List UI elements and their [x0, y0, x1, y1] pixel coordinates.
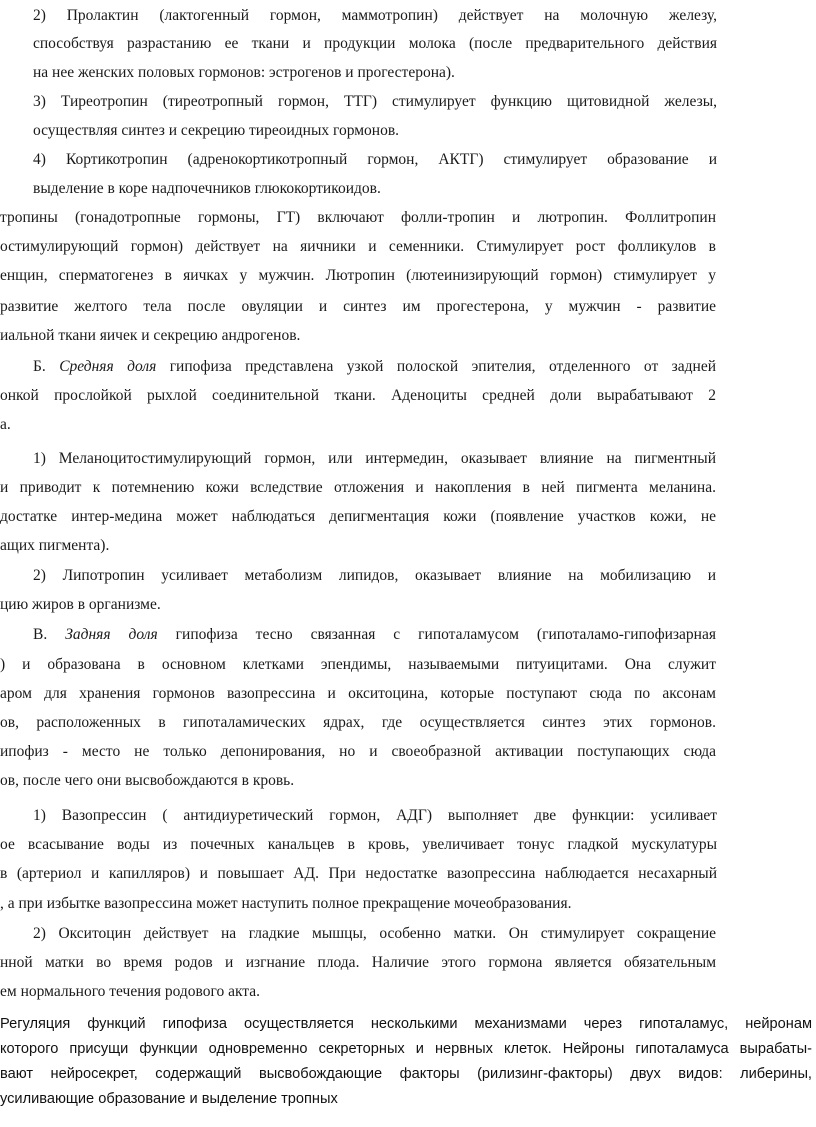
section-term: Задняя доля [65, 626, 158, 643]
text-segment: гипофиза представлена узкой полоской эпителия, отделенного от задней [156, 358, 716, 375]
paragraph-0-line-1: способствуя разрастанию ее ткани и продукции молока (после предварительного действия [33, 35, 717, 52]
paragraph-7-line-5: ов, после чего они высвобождаются в кровь. [0, 772, 295, 789]
paragraph-10-line-0: Регуляция функций гипофиза осуществляется несколькими механизмами через гипоталамус, нейронам [0, 1016, 812, 1032]
paragraph-6-line-1: цию жиров в организме. [0, 596, 161, 613]
paragraph-10-line-3: усиливающие образование и выделение тропных [0, 1091, 338, 1107]
paragraph-7-line-3: ов, расположенных в гипоталамических ядрах, где осуществляется синтез этих гормонов. [0, 714, 716, 731]
paragraph-8-line-0: 1) Вазопрессин ( антидиуретический гормон, АДГ) выполняет две функции: усиливает [33, 807, 717, 824]
paragraph-3-line-1: остимулирующий гормон) действует на яичники и семенники. Стимулирует рост фолликулов в [0, 238, 716, 255]
paragraph-8-line-1: ое всасывание воды из почечных канальцев в кровь, увеличивает тонус гладкой мускулатуры [0, 836, 717, 853]
section-term: Средняя доля [59, 358, 157, 375]
paragraph-5-line-1: и приводит к потемнению кожи вследствие отложения и накопления в ней пигмента меланина. [0, 479, 716, 496]
paragraph-6-line-0: 2) Липотропин усиливает метаболизм липидов, оказывает влияние на мобилизацию и [33, 567, 716, 584]
paragraph-0-line-2: на нее женских половых гормонов: эстрогенов и прогестерона). [33, 64, 455, 81]
paragraph-0-line-0: 2) Пролактин (лактогенный гормон, маммотропин) действует на молочную железу, [33, 7, 717, 24]
paragraph-3-line-3: развитие желтого тела после овуляции и синтез им прогестерона, у мужчин - развитие [0, 298, 716, 315]
paragraph-5-line-0: 1) Меланоцитостимулирующий гормон, или интермедин, оказывает влияние на пигментный [33, 450, 716, 467]
paragraph-3-line-2: енщин, сперматогенез в яичках у мужчин. Лютропин (лютеинизирующий гормон) стимулирует у [0, 267, 716, 284]
paragraph-4-line-1: онкой прослойкой рыхлой соединительной ткани. Аденоциты средней доли вырабатывают 2 [0, 387, 716, 404]
paragraph-10-line-2: вают нейросекрет, содержащий высвобождающие факторы (рилизинг-факторы) двух видов: либерины, [0, 1066, 812, 1082]
paragraph-8-line-2: в (артериол и капилляров) и повышает АД. При недостатке вазопрессина наблюдается несахарный [0, 865, 717, 882]
paragraph-2-line-0: 4) Кортикотропин (адренокортикотропный гормон, АКТГ) стимулирует образование и [33, 151, 717, 168]
text-segment: Б. [33, 358, 60, 375]
paragraph-2-line-1: выделение в коре надпочечников глюкокортикоидов. [33, 180, 381, 197]
paragraph-9-line-1: нной матки во время родов и изгнание плода. Наличие этого гормона является обязательным [0, 954, 716, 971]
paragraph-5-line-3: ащих пигмента). [0, 537, 110, 554]
paragraph-9-line-2: ем нормального течения родового акта. [0, 983, 260, 1000]
paragraph-4-line-2: а. [0, 416, 11, 433]
paragraph-10-line-1: которого присущи функции одновременно секреторных и нервных клеток. Нейроны гипоталамуса вырабаты- [0, 1041, 812, 1057]
paragraph-7-line-1: ) и образована в основном клетками эпендимы, называемыми питуицитами. Она служит [0, 656, 716, 673]
paragraph-7-line-0 [33, 625, 716, 645]
paragraph-1-line-0: 3) Тиреотропин (тиреотропный гормон, ТТГ) стимулирует функцию щитовидной железы, [33, 93, 717, 110]
paragraph-3-line-4: иальной ткани яичек и секрецию андрогенов. [0, 327, 301, 344]
text-segment: гипофиза тесно связанная с гипоталамусом (гипоталамо-гипофизарная [157, 626, 716, 643]
paragraph-5-line-2: достатке интер-медина может наблюдаться депигментация кожи (появление участков кожи, не [0, 508, 716, 525]
paragraph-9-line-0: 2) Окситоцин действует на гладкие мышцы, особенно матки. Он стимулирует сокращение [33, 925, 716, 942]
paragraph-4-line-0 [33, 357, 716, 377]
paragraph-8-line-3: , а при избытке вазопрессина может наступить полное прекращение мочеобразования. [0, 895, 572, 912]
paragraph-7-line-2: аром для хранения гормонов вазопрессина и окситоцина, которые поступают сюда по аксонам [0, 685, 716, 702]
paragraph-7-line-4: ипофиз - место не только депонирования, но и своеобразной активации поступающих сюда [0, 743, 716, 760]
paragraph-1-line-1: осуществляя синтез и секрецию тиреоидных гормонов. [33, 122, 400, 139]
paragraph-3-line-0: тропины (гонадотропные гормоны, ГТ) включают фолли-тропин и лютропин. Фоллитропин [0, 209, 716, 226]
text-segment: В. [33, 626, 66, 643]
